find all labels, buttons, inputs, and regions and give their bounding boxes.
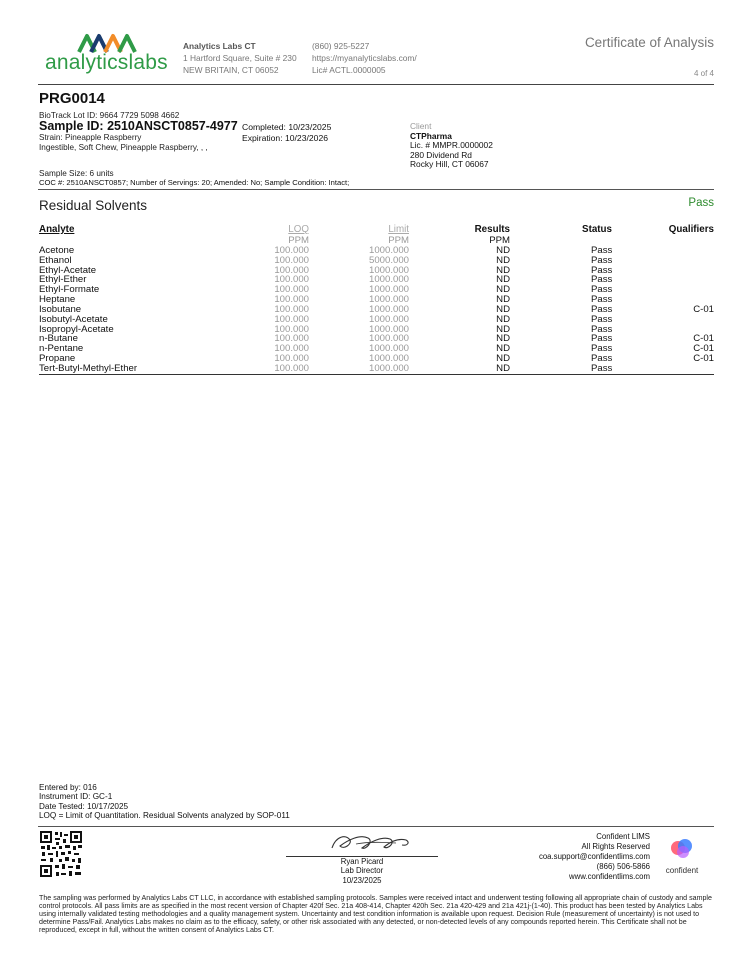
- signer-name: Ryan Picard: [340, 857, 384, 866]
- loq-cell: 100.000: [274, 333, 309, 345]
- status-cell: Pass: [591, 313, 613, 325]
- lims-rights: All Rights Reserved: [581, 842, 650, 851]
- client-block: [410, 122, 493, 170]
- footer-divider: [38, 826, 714, 827]
- loq-cell: 100.000: [274, 343, 309, 355]
- lab-license: Lic# ACTL.0000005: [312, 65, 386, 75]
- col-header-results: Results: [474, 224, 510, 235]
- signature-block: [286, 830, 438, 885]
- limit-cell: 1000.000: [368, 274, 409, 286]
- lab-address-block: [183, 40, 297, 76]
- expiration-date: Expiration: 10/23/2026: [242, 132, 329, 143]
- analyte-cell: Tert-Butyl-Methyl-Ether: [39, 362, 138, 374]
- status-cell: Pass: [591, 303, 613, 315]
- loq-cell: 100.000: [274, 313, 309, 325]
- analyte-cell: Acetone: [39, 244, 75, 256]
- client-label: Client: [410, 121, 432, 131]
- client-license: Lic. # MMPR.0000002: [410, 140, 493, 151]
- client-name: CTPharma: [410, 130, 452, 141]
- status-cell: Pass: [591, 343, 613, 355]
- table-header-row: [39, 225, 714, 236]
- status-cell: Pass: [591, 353, 613, 365]
- analyte-cell: Isobutane: [39, 303, 82, 315]
- company-logo: [45, 32, 170, 74]
- loq-cell: 100.000: [274, 274, 309, 286]
- loq-cell: 100.000: [274, 264, 309, 276]
- dates-block: [242, 122, 331, 143]
- lab-website[interactable]: https://myanalyticslabs.com/: [312, 53, 417, 63]
- signer-title: Lab Director: [340, 866, 384, 876]
- status-cell: Pass: [591, 274, 613, 286]
- col-header-loq: LOQ: [288, 224, 309, 235]
- product-category: Ingestible, Soft Chew, Pineapple Raspberry, , ,: [39, 142, 208, 152]
- qualifier-cell: C-01: [693, 333, 714, 345]
- status-cell: Pass: [591, 254, 613, 266]
- lab-phone: (860) 925-5227: [312, 41, 370, 51]
- section-divider: [38, 189, 714, 190]
- signature-image: [326, 830, 416, 856]
- status-cell: Pass: [591, 323, 613, 335]
- completed-date: Completed: 10/23/2025: [242, 122, 332, 132]
- limit-cell: 1000.000: [368, 333, 409, 345]
- lims-email[interactable]: coa.support@confidentlims.com: [538, 852, 650, 861]
- logo-wordmark: analyticslabs: [45, 51, 168, 74]
- residual-solvents-table: [39, 225, 714, 375]
- loq-cell: 100.000: [274, 353, 309, 365]
- lab-contact-block: [312, 40, 417, 76]
- limit-cell: 1000.000: [368, 343, 409, 355]
- qualifier-cell: C-01: [693, 343, 714, 355]
- analyte-cell: Ethyl-Formate: [39, 284, 100, 296]
- limit-cell: 1000.000: [368, 294, 409, 306]
- limit-cell: 1000.000: [368, 244, 409, 256]
- qr-code-icon[interactable]: [39, 830, 83, 878]
- lab-address-line2: NEW BRITAIN, CT 06052: [183, 65, 279, 75]
- limit-cell: 5000.000: [368, 254, 409, 266]
- sample-size: Sample Size: 6 units: [39, 169, 114, 178]
- analyte-cell: Isobutyl-Acetate: [39, 313, 108, 325]
- result-cell: ND: [496, 264, 510, 276]
- status-cell: Pass: [591, 362, 613, 374]
- limit-cell: 1000.000: [368, 353, 409, 365]
- status-cell: Pass: [591, 284, 613, 296]
- document-title: Certificate of Analysis: [584, 35, 714, 50]
- loq-cell: 100.000: [274, 244, 309, 256]
- analyte-cell: n-Butane: [39, 333, 78, 345]
- loq-cell: 100.000: [274, 362, 309, 374]
- status-cell: Pass: [591, 333, 613, 345]
- limit-cell: 1000.000: [368, 362, 409, 374]
- date-tested: Date Tested: 10/17/2025: [39, 801, 129, 811]
- result-cell: ND: [496, 294, 510, 306]
- analyte-cell: Propane: [39, 353, 76, 365]
- analyte-cell: Ethyl-Ether: [39, 274, 87, 286]
- limit-unit: PPM: [388, 235, 409, 246]
- qualifier-cell: C-01: [693, 303, 714, 315]
- table-bottom-rule: [39, 374, 714, 375]
- result-cell: ND: [496, 244, 510, 256]
- analyte-cell: Isopropyl-Acetate: [39, 323, 114, 335]
- lims-website[interactable]: www.confidentlims.com: [568, 872, 650, 881]
- sample-id: Sample ID: 2510ANSCT0857-4977: [39, 119, 238, 133]
- analyte-cell: n-Pentane: [39, 343, 84, 355]
- lims-contact-block: [539, 832, 650, 882]
- results-unit: PPM: [489, 235, 510, 246]
- lab-name: Analytics Labs CT: [183, 41, 256, 51]
- signature-date: 10/23/2025: [342, 875, 382, 885]
- qualifier-cell: C-01: [693, 353, 714, 365]
- result-cell: ND: [496, 343, 510, 355]
- loq-cell: 100.000: [274, 323, 309, 335]
- section-title: Residual Solvents: [39, 198, 148, 213]
- loq-unit: PPM: [288, 235, 309, 246]
- limit-cell: 1000.000: [368, 264, 409, 276]
- col-header-qualifiers: Qualifiers: [668, 224, 714, 235]
- result-cell: ND: [496, 362, 510, 374]
- limit-cell: 1000.000: [368, 313, 409, 325]
- lims-phone: (866) 506-5866: [596, 862, 650, 871]
- result-cell: ND: [496, 303, 510, 315]
- biotrack-lot-id: BioTrack Lot ID: 9664 7729 5098 4662: [39, 111, 180, 120]
- entered-by: Entered by: 016: [39, 783, 97, 792]
- loq-cell: 100.000: [274, 294, 309, 306]
- status-cell: Pass: [591, 264, 613, 276]
- lims-name: Confident LIMS: [596, 832, 650, 841]
- strain: Strain: Pineapple Raspberry: [39, 133, 142, 142]
- limit-cell: 1000.000: [368, 323, 409, 335]
- result-cell: ND: [496, 333, 510, 345]
- page-number: 4 of 4: [693, 69, 714, 78]
- confident-logo-text: confident: [665, 866, 699, 875]
- analyte-cell: Ethyl-Acetate: [39, 264, 97, 276]
- strain-block: [39, 133, 208, 152]
- result-cell: ND: [496, 353, 510, 365]
- table-body: [39, 246, 714, 374]
- result-cell: ND: [496, 274, 510, 286]
- test-details-block: [39, 783, 290, 820]
- disclaimer-text: The sampling was performed by Analytics Labs CT LLC, in accordance with established sampling protocols. Samples were received intact and underwent testing following all appropriate chain of custody and sample control protocols. All pass limits are as specified in the most recent version of Chapter 420f Sec. 21a 408-414, Chapter 420h Sec. 21a 420-429 and 21a 421j-(1-40). This product has been tested by Analytics Labs using internally validated testing methodologies and a quality management system. Uncertainty and test condition information is available upon request. Decision Rule (measurement of uncertainty) is not used to determine Pass/Fail. Analytics Labs makes no claim as to the efficacy, safety, or other risk associated with any detected, or non-detected levels of any compounds reported herein. This Certificate shall not be reproduced, except in full, without the written consent of Analytics Labs CT.: [39, 894, 712, 934]
- loq-note: LOQ = Limit of Quantitation. Residual Solvents analyzed by SOP-011: [39, 810, 290, 820]
- loq-cell: 100.000: [274, 303, 309, 315]
- confident-circles-icon: [669, 838, 695, 860]
- result-cell: ND: [496, 323, 510, 335]
- table-row: [39, 364, 714, 374]
- coc-details: COC #: 2510ANSCT0857; Number of Servings: 20; Amended: No; Sample Condition: Intact;: [39, 178, 350, 187]
- client-address-line1: 280 Dividend Rd: [410, 149, 472, 160]
- result-cell: ND: [496, 254, 510, 266]
- instrument-id: Instrument ID: GC-1: [39, 792, 113, 802]
- result-cell: ND: [496, 284, 510, 296]
- col-header-limit: Limit: [388, 224, 409, 235]
- product-code: PRG0014: [39, 90, 105, 107]
- status-cell: Pass: [591, 294, 613, 306]
- result-cell: ND: [496, 313, 510, 325]
- status-cell: Pass: [591, 244, 613, 256]
- analyte-cell: Heptane: [39, 294, 76, 306]
- limit-cell: 1000.000: [368, 284, 409, 296]
- header-divider: [38, 84, 714, 85]
- client-address-line2: Rocky Hill, CT 06067: [410, 159, 489, 170]
- loq-cell: 100.000: [274, 254, 309, 266]
- col-header-analyte: Analyte: [39, 224, 75, 235]
- section-status-badge: Pass: [688, 197, 714, 209]
- analyte-cell: Ethanol: [39, 254, 72, 266]
- col-header-status: Status: [582, 224, 612, 235]
- lab-address-line1: 1 Hartford Square, Suite # 230: [183, 53, 297, 63]
- limit-cell: 1000.000: [368, 303, 409, 315]
- confident-logo: [656, 838, 708, 875]
- loq-cell: 100.000: [274, 284, 309, 296]
